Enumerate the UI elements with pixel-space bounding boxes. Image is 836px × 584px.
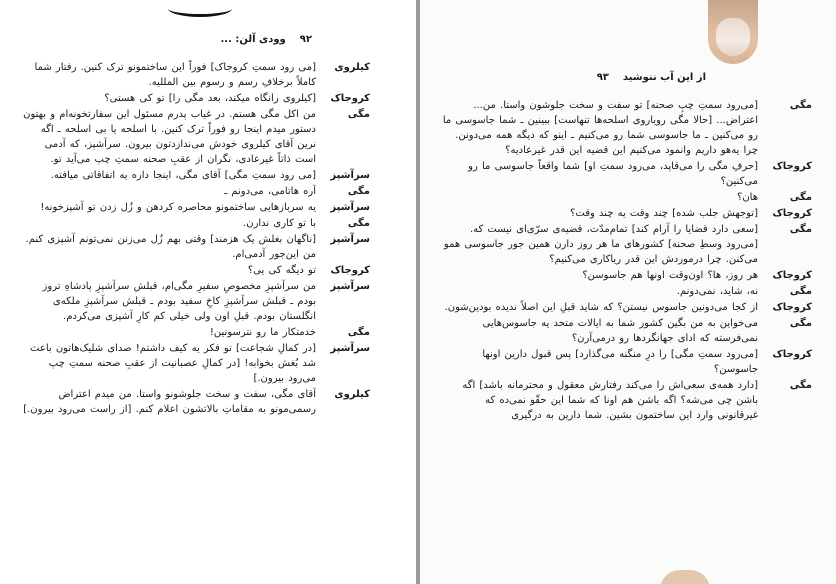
speech-text: من اکل مگی هستم. در غیاب پدرم مسئول این سفارتخونه‌ام و بهتون دستور میدم اینجا رو فوراً ترک کنین. با اسلحه یا بی اسلحه ـ اگه نرین آقای کیلروی خودش می‌ندازدتون بیرون. سرآشپز، که آدمی است ذاتاً غیرعادی، نگران از عقبِ صحنه سمتِ چپ می‌آید تو. — [23, 109, 316, 165]
speaker-name: مگی — [789, 318, 812, 329]
left-page-header — [221, 34, 313, 45]
speaker-name: کیلروی — [334, 62, 370, 73]
speaker-name: مگی — [789, 192, 812, 203]
dialogue-entry — [20, 184, 370, 199]
dialogue-entry — [442, 316, 812, 346]
speech-text: آقای مگی، سفت و سخت جلوشونو واستا. من میدم اعتراض رسمی‌مونو به مقاماتِ بالاتشون اعلام کنم. [از راست می‌رود بیرون.] — [23, 389, 316, 415]
speaker-name: سرآشپز — [330, 281, 370, 292]
speaker-name: مگی — [789, 224, 812, 235]
dialogue-entry — [442, 268, 812, 283]
speaker-name: مگی — [347, 218, 370, 229]
speaker-name: سرآشپز — [330, 170, 370, 181]
dialogue-entry — [442, 378, 812, 423]
speaker-name: سرآشپز — [330, 202, 370, 213]
dialogue-entry — [442, 300, 812, 315]
speaker-name: کیلروی — [334, 389, 370, 400]
speech-text: [دارد همه‌ی سعی‌اش را می‌کند رفتارش معقول و محترمانه باشد] اگه باشن چی می‌شه؟ اگه باشن هم اونا که شما این حقّو نمی‌ده که غیرقانونی وارد این ساختمون بشین. شما دارین به درگیری — [462, 380, 758, 421]
right-running-title: از این آب ننوشید — [622, 72, 706, 83]
ink-mark — [168, 0, 232, 17]
thumb-photo — [660, 570, 710, 584]
dialogue-entry — [442, 98, 812, 158]
dialogue-entry — [20, 107, 370, 167]
dialogue-entry — [442, 206, 812, 221]
speech-text: من سرآشپزِ مخصوصِ سفیرِ مگی‌ام، قبلش سرآشپزِ پادشاهِ تروز بودم ـ قبلش سرآشپزِ کاخِ سفید بودم ـ قبلش سرآشپزِ ملکه‌ی انگلستان بودم. قبلِ اون ولی خیلی کم کارِ آشپزی می‌کردم. — [42, 281, 316, 322]
speaker-name: کروجاک — [772, 161, 812, 172]
dialogue-entry — [20, 60, 370, 90]
speaker-name: کروجاک — [772, 208, 812, 219]
dialogue-entry — [20, 232, 370, 262]
speech-text: تو دیگه کی یی؟ — [247, 265, 316, 276]
speaker-name: مگی — [347, 327, 370, 338]
dialogue-entry — [20, 387, 370, 417]
speaker-name: سرآشپز — [330, 234, 370, 245]
speaker-name: مگی — [347, 109, 370, 120]
right-page — [420, 0, 836, 584]
speech-text: آره هاتامی، می‌دونم ـ — [224, 186, 316, 197]
left-page-number: ۹۲ — [299, 34, 312, 45]
left-page — [0, 0, 416, 584]
speech-text: [می رود سمتِ مگی] آقای مگی، اینجا داره یه اتفاقاتی میافته. — [50, 170, 316, 181]
speaker-name: کروجاک — [772, 270, 812, 281]
dialogue-entry — [442, 284, 812, 299]
left-dialogue — [20, 60, 370, 418]
speech-text: [سعی دارد قضایا را آرام کند] تمام‌مدّت، قضیه‌ی سرّی‌ای نیست که. [می‌رود وسطِ صحنه] کشورهای ما هر روز دارن همین جور جاسوسی همو می‌کنن. چرا درموردش این قدر ریاکاری می‌کنیم؟ — [443, 224, 758, 265]
dialogue-entry — [20, 91, 370, 106]
speaker-name: سرآشپز — [330, 343, 370, 354]
right-dialogue — [442, 98, 812, 424]
dialogue-entry — [442, 222, 812, 267]
fingernail — [716, 18, 750, 56]
speaker-name: مگی — [789, 380, 812, 391]
dialogue-entry — [20, 341, 370, 386]
speaker-name: مگی — [347, 186, 370, 197]
speech-text: نه، شاید، نمی‌دونم. — [676, 286, 758, 297]
dialogue-entry — [442, 347, 812, 377]
right-page-header — [597, 72, 706, 83]
speech-text: هان؟ — [737, 192, 758, 203]
dialogue-entry — [20, 216, 370, 231]
speech-text: [توجهش جلب شده] چند وقت یه چند وقت؟ — [570, 208, 758, 219]
dialogue-entry — [20, 263, 370, 278]
speaker-name: کروجاک — [330, 93, 370, 104]
dialogue-entry — [20, 325, 370, 340]
speech-text: [می‌رود سمتِ مگی] را درِ منگنه می‌گذارد] پس قبول دارین اونها جاسوسن؟ — [482, 349, 758, 375]
speech-text: خدمتکار ما رو نترسونین! — [209, 327, 316, 338]
speech-text: [می رود سمتِ کروجاک] فوراً این ساختمونو ترک کنین. رفتار شما کاملاً برخلافِ رسم و رسوم بین المللیه. — [34, 62, 316, 88]
speech-text: می‌خواین به من بگین کشور شما به ایالات متحد یه جاسوس‌هایی نمی‌فرسته که ادای جهانگردها رو درمی‌آرن؟ — [482, 318, 758, 344]
speech-text: [ناگهان بغلش یک هزمند] وقتی بهم زُل می‌زنن نمی‌تونم آشپزی کنم. من این‌جور آدمی‌ام. — [25, 234, 316, 260]
dialogue-entry — [20, 200, 370, 215]
right-page-number: ۹۳ — [596, 72, 609, 83]
dialogue-entry — [442, 159, 812, 189]
speech-text: یه سربازهایی ساختمونو محاصره کردهن و زُل زدن تو آشپزخونه! — [40, 202, 316, 213]
speaker-name: کروجاک — [330, 265, 370, 276]
speech-text: [در کمالِ شجاعت] تو فکر یه کیف داشتم! صدای شلیک‌هاتون باعث شد بُغش بخوابه! [در کمالِ عصبانیت از عقبِ صحنه سمتِ چپ می‌رود بیرون.] — [30, 343, 316, 384]
left-running-title: وودی آلن: ... — [220, 34, 286, 45]
speaker-name: کروجاک — [772, 302, 812, 313]
dialogue-entry — [442, 190, 812, 205]
dialogue-entry — [20, 168, 370, 183]
speech-text: هر روز، ها؟ اون‌وقت اونها هم جاسوسن؟ — [582, 270, 758, 281]
speaker-name: مگی — [789, 100, 812, 111]
speech-text: [کیلروی رانگاه میکند، بعد مگی را] تو کی هستی؟ — [104, 93, 316, 104]
speaker-name: مگی — [789, 286, 812, 297]
speaker-name: کروجاک — [772, 349, 812, 360]
speech-text: از کجا می‌دونین جاسوس نیستن؟ که شاید قبلِ این اصلاً ندیده بودین‌شون. — [444, 302, 758, 313]
speech-text: [حرفِ مگی را می‌قاپد، می‌رود سمتِ او] شما واقعاً جاسوسی ما رو می‌کنین؟ — [468, 161, 758, 187]
finger-photo — [708, 0, 758, 64]
speech-text: [می‌رود سمتِ چپِ صحنه] تو سفت و سخت جلوشون واستا. من... اعتراض... [حالا مگی رویاروی اسلحه‌ها تنهاست] ببینین ـ شما جاسوسی ما رو می‌کنین ـ ما جاسوسی شما رو می‌کنیم ـ اینو که دیگه همه می‌دونن. چرا یه‌هو داریم وانمود می‌کنیم این قضیه این قدر غیرعادیه؟ — [442, 100, 758, 156]
speech-text: با تو کاری ندارن. — [243, 218, 316, 229]
dialogue-entry — [20, 279, 370, 324]
